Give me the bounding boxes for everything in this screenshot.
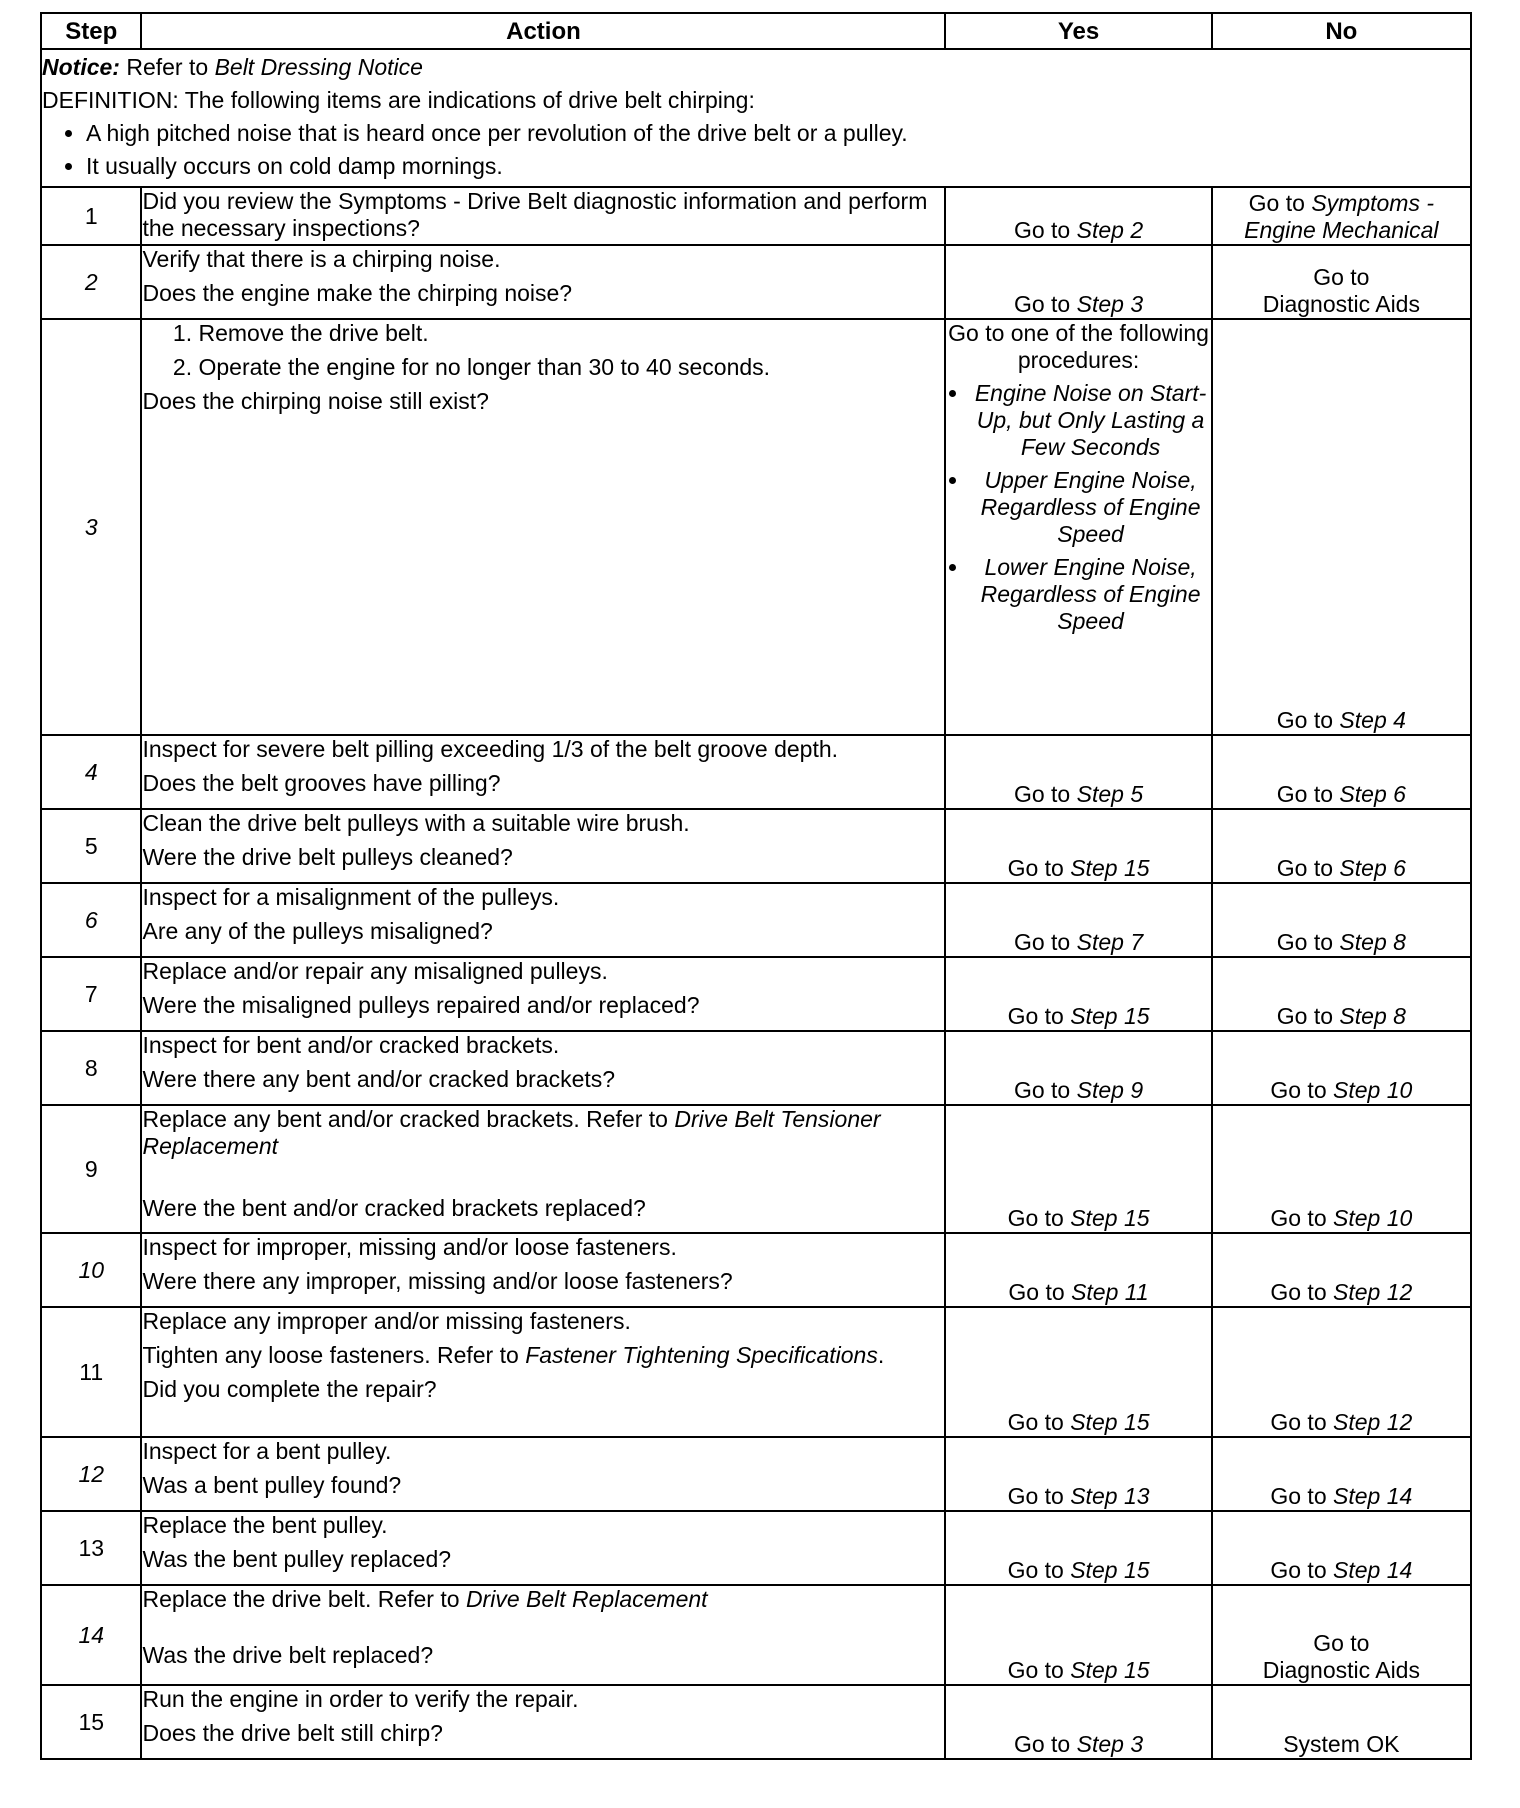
step-ref: 3: [1130, 291, 1144, 317]
action-cell: [141, 245, 945, 319]
definition-bullet: • A high pitched noise that is heard once per revolution of the drive belt or a pulley.: [86, 120, 1470, 147]
action-text: Did you review the Symptoms - Drive Belt diagnostic information and perform the necessary inspections?: [142, 188, 928, 241]
definition-bullet: • It usually occurs on cold damp mornings.: [86, 153, 1470, 180]
no-cell: [1212, 957, 1471, 1031]
yes-cell: [945, 187, 1211, 245]
go-to-text: Go to: [1276, 707, 1334, 733]
go-to-text: Go to: [1007, 1557, 1064, 1583]
go-to-text: Go to: [1013, 781, 1071, 807]
step-ref: 11: [1124, 1279, 1149, 1305]
table-row: [41, 1511, 1471, 1585]
step-word: Step: [1070, 1657, 1118, 1683]
header-step: Step: [41, 13, 141, 49]
go-to-text: Go to: [1313, 1630, 1370, 1656]
step-word: Step: [1339, 781, 1387, 807]
procedure-reference: Drive Belt Tensioner Replacement: [142, 1106, 881, 1159]
step-word: Step: [1070, 855, 1118, 881]
procedure-link: • Engine Noise on Start-Up, but Only Lasting a Few Seconds: [970, 380, 1210, 461]
system-ok-text: System OK: [1283, 1731, 1400, 1757]
step-word: Step: [1339, 1003, 1387, 1029]
step-ref: 3: [1130, 1731, 1144, 1757]
step-word: Step: [1333, 1077, 1381, 1103]
go-to-text: Go to: [1270, 1409, 1327, 1435]
go-to-text: Go to: [1007, 855, 1064, 881]
step-word: Step: [1333, 1279, 1381, 1305]
table-row: [41, 809, 1471, 883]
step-ref: 5: [1130, 781, 1144, 807]
step-ref: 14: [1386, 1483, 1413, 1509]
action-text: Inspect for a misalignment of the pulleys.: [142, 884, 560, 910]
no-cell: [1212, 1685, 1471, 1759]
no-cell: [1212, 1585, 1471, 1685]
action-cell: [141, 187, 945, 245]
go-to-text: Go to: [1276, 1003, 1334, 1029]
action-text: Run the engine in order to verify the repair.: [142, 1686, 579, 1712]
step-number: 1: [41, 187, 141, 245]
step-word: Step: [1339, 929, 1387, 955]
go-to-text: Go to: [1008, 1279, 1065, 1305]
go-to-text: Go to: [1270, 1483, 1327, 1509]
header-no: No: [1212, 13, 1471, 49]
step-word: Step: [1333, 1557, 1381, 1583]
action-text: Inspect for severe belt pilling exceeding 1/3 of the belt groove depth.: [142, 736, 839, 762]
action-text: Inspect for bent and/or cracked brackets.: [142, 1032, 560, 1058]
step-ref: 9: [1130, 1077, 1144, 1103]
no-cell: [1212, 809, 1471, 883]
step-word: Step: [1339, 855, 1387, 881]
step-word: Step: [1076, 291, 1124, 317]
no-cell: [1212, 245, 1471, 319]
procedure-reference: Drive Belt Replacement: [465, 1586, 708, 1612]
step-ref: 2: [1130, 217, 1144, 243]
step-word: Step: [1071, 1279, 1119, 1305]
yes-cell: [945, 809, 1211, 883]
go-to-text: Go to: [1013, 1077, 1071, 1103]
action-text: [142, 1106, 944, 1160]
go-to-text: Go to: [1007, 1483, 1064, 1509]
header-row: [41, 13, 1471, 49]
action-cell: [141, 1511, 945, 1585]
no-cell: [1212, 1511, 1471, 1585]
step-ref: 6: [1393, 781, 1406, 807]
table-row: [41, 1233, 1471, 1307]
step-number: 13: [41, 1511, 141, 1585]
go-to-text: Go to: [1007, 1205, 1064, 1231]
go-to-text: Go to: [1013, 217, 1071, 243]
yes-cell: [945, 245, 1211, 319]
procedure-link: • Upper Engine Noise, Regardless of Engine Speed: [970, 467, 1210, 548]
no-cell: [1212, 1031, 1471, 1105]
table-row: [41, 957, 1471, 1031]
question-text: Were the bent and/or cracked brackets replaced?: [142, 1195, 646, 1221]
go-to-text: Go to: [1013, 291, 1071, 317]
action-cell: [141, 957, 945, 1031]
step-number: 10: [41, 1233, 141, 1307]
definition-text: DEFINITION: The following items are indications of drive belt chirping:: [42, 87, 755, 113]
table-row: [41, 883, 1471, 957]
step-word: Step: [1070, 1409, 1118, 1435]
definition-list: [42, 120, 1470, 180]
yes-cell: [945, 1031, 1211, 1105]
step-ref: 10: [1386, 1077, 1413, 1103]
step-ref: 15: [1123, 1205, 1150, 1231]
yes-cell: [945, 1585, 1211, 1685]
yes-cell: [945, 735, 1211, 809]
table-row: [41, 1307, 1471, 1437]
question-text: Does the belt grooves have pilling?: [142, 770, 501, 796]
question-text: Was the drive belt replaced?: [142, 1642, 434, 1668]
step-word: Step: [1070, 1483, 1118, 1509]
question-text: Was a bent pulley found?: [142, 1472, 402, 1498]
step-number: 6: [41, 883, 141, 957]
step-word: Step: [1076, 781, 1124, 807]
action-cell: [141, 1031, 945, 1105]
action-text: Verify that there is a chirping noise.: [142, 246, 501, 272]
question-text: Were there any bent and/or cracked brackets?: [142, 1066, 616, 1092]
step-ref: 8: [1393, 1003, 1406, 1029]
go-to-text: Go to: [1270, 1205, 1327, 1231]
question-text: Does the drive belt still chirp?: [142, 1720, 443, 1746]
step-number: 4: [41, 735, 141, 809]
action-cell: [141, 735, 945, 809]
yes-cell: [945, 883, 1211, 957]
step-word: Step: [1339, 707, 1387, 733]
action-cell: [141, 883, 945, 957]
action-cell: [141, 809, 945, 883]
procedure-link: • Lower Engine Noise, Regardless of Engine Speed: [970, 554, 1210, 635]
yes-cell: [945, 1437, 1211, 1511]
table-row: [41, 245, 1471, 319]
no-cell: [1212, 319, 1471, 735]
procedures-list: [946, 380, 1210, 635]
no-reference: Symptoms - Engine Mechanical: [1244, 190, 1439, 243]
action-text: Replace and/or repair any misaligned pulleys.: [142, 958, 608, 984]
no-reference: Diagnostic Aids: [1262, 291, 1420, 317]
step-ref: 7: [1130, 929, 1144, 955]
step-word: Step: [1076, 217, 1124, 243]
table-row: [41, 319, 1471, 735]
go-to-text: Go to: [1270, 1279, 1327, 1305]
action-text: [142, 1586, 944, 1613]
action-cell: [141, 319, 945, 735]
step-ref: 15: [1123, 1557, 1150, 1583]
step-number: 5: [41, 809, 141, 883]
step-number: 7: [41, 957, 141, 1031]
notice-label: Notice:: [42, 54, 120, 80]
go-to-text: Go to: [1270, 1077, 1327, 1103]
yes-cell: [945, 1685, 1211, 1759]
header-yes: Yes: [945, 13, 1211, 49]
step-ref: 15: [1123, 855, 1150, 881]
table-row: [41, 1031, 1471, 1105]
action-text-part: Replace the drive belt. Refer to: [142, 1586, 460, 1612]
question-text: Were there any improper, missing and/or loose fasteners?: [142, 1268, 733, 1294]
action-cell: [141, 1307, 945, 1437]
table-row: [41, 1105, 1471, 1233]
spacer: [142, 1620, 944, 1642]
notice-reference: Belt Dressing Notice: [214, 54, 423, 80]
yes-cell: [945, 1307, 1211, 1437]
step-ref: 15: [1123, 1003, 1150, 1029]
question-text: Does the engine make the chirping noise?: [142, 280, 573, 306]
table-row: [41, 1685, 1471, 1759]
table-row: [41, 735, 1471, 809]
no-cell: [1212, 1105, 1471, 1233]
step-word: Step: [1333, 1409, 1381, 1435]
action-cell: [141, 1585, 945, 1685]
step-word: Step: [1333, 1205, 1381, 1231]
go-to-text: Go to: [1248, 190, 1305, 216]
go-to-text: Go to: [1276, 855, 1334, 881]
step-ref: 6: [1393, 855, 1406, 881]
action-cell: [141, 1105, 945, 1233]
step-word: Step: [1333, 1483, 1381, 1509]
step-ref: 13: [1123, 1483, 1150, 1509]
action-text: Tighten any loose fasteners. Refer to Fastener Tightening Specifications.: [142, 1342, 885, 1368]
yes-cell: [945, 1105, 1211, 1233]
go-to-text: Go to: [1013, 1731, 1071, 1757]
diagnostic-table: [40, 12, 1472, 1760]
step-ref: 15: [1123, 1409, 1150, 1435]
step-number: 2: [41, 245, 141, 319]
notice-refer: Refer to: [126, 54, 209, 80]
step-word: Step: [1076, 1731, 1124, 1757]
action-cell: [141, 1437, 945, 1511]
go-to-text: Go to: [1007, 1657, 1064, 1683]
no-cell: [1212, 1233, 1471, 1307]
question-text: Were the misaligned pulleys repaired and/or replaced?: [142, 992, 700, 1018]
action-text: Clean the drive belt pulleys with a suitable wire brush.: [142, 810, 690, 836]
procedure-step: 1. Remove the drive belt.: [198, 320, 944, 347]
no-cell: [1212, 187, 1471, 245]
step-number: 14: [41, 1585, 141, 1685]
go-to-text: Go to: [1007, 1409, 1064, 1435]
go-to-text: Go to: [1276, 781, 1334, 807]
no-cell: [1212, 883, 1471, 957]
yes-cell: [945, 957, 1211, 1031]
table-row: [41, 187, 1471, 245]
table-row: [41, 1437, 1471, 1511]
no-cell: [1212, 1437, 1471, 1511]
go-to-text: Go to: [1013, 929, 1071, 955]
step-ref: 8: [1393, 929, 1406, 955]
step-word: Step: [1076, 929, 1124, 955]
yes-cell: [945, 1233, 1211, 1307]
action-text-part: Replace any bent and/or cracked brackets. Refer to: [142, 1106, 668, 1132]
step-word: Step: [1070, 1557, 1118, 1583]
step-number: 12: [41, 1437, 141, 1511]
go-to-text: Go to: [1276, 929, 1334, 955]
step-number: 8: [41, 1031, 141, 1105]
action-text: Inspect for improper, missing and/or loose fasteners.: [142, 1234, 677, 1260]
notice-cell: [41, 49, 1471, 187]
question-text: Were the drive belt pulleys cleaned?: [142, 844, 513, 870]
notice-row: [41, 49, 1471, 187]
step-number: 15: [41, 1685, 141, 1759]
yes-cell: [945, 1511, 1211, 1585]
notice-line: [42, 54, 1470, 81]
header-action: Action: [141, 13, 945, 49]
step-ref: 10: [1386, 1205, 1413, 1231]
step-word: Step: [1070, 1003, 1118, 1029]
procedure-step: 2. Operate the engine for no longer than 30 to 40 seconds.: [198, 354, 944, 381]
table-row: [41, 1585, 1471, 1685]
step-ref: 4: [1393, 707, 1406, 733]
go-to-text: Go to: [1313, 264, 1370, 290]
no-cell: [1212, 1307, 1471, 1437]
step-ref: 14: [1386, 1557, 1413, 1583]
go-to-text: Go to: [1007, 1003, 1064, 1029]
procedures-intro: Go to one of the following procedures:: [948, 320, 1209, 373]
action-text: Replace the bent pulley.: [142, 1512, 388, 1538]
question-text: Was the bent pulley replaced?: [142, 1546, 452, 1572]
step-word: Step: [1070, 1205, 1118, 1231]
no-cell: [1212, 735, 1471, 809]
step-word: Step: [1076, 1077, 1124, 1103]
action-cell: [141, 1233, 945, 1307]
procedure-reference: Fastener Tightening Specifications: [525, 1342, 878, 1368]
question-text: Did you complete the repair?: [142, 1376, 437, 1402]
yes-cell: [945, 319, 1211, 735]
step-ref: 12: [1386, 1279, 1413, 1305]
action-text-part: Tighten any loose fasteners. Refer to: [142, 1342, 519, 1368]
no-reference: Diagnostic Aids: [1262, 1657, 1420, 1683]
action-text: Replace any improper and/or missing fasteners.: [142, 1308, 631, 1334]
action-text: Inspect for a bent pulley.: [142, 1438, 392, 1464]
step-number: 9: [41, 1105, 141, 1233]
question-text: Are any of the pulleys misaligned?: [142, 918, 493, 944]
go-to-text: Go to: [1270, 1557, 1327, 1583]
step-number: 3: [41, 319, 141, 735]
spacer: [142, 1167, 944, 1195]
step-number: 11: [41, 1307, 141, 1437]
procedure-list: [142, 320, 944, 381]
step-ref: 12: [1386, 1409, 1413, 1435]
question-text: Does the chirping noise still exist?: [142, 388, 489, 414]
action-cell: [141, 1685, 945, 1759]
step-ref: 15: [1123, 1657, 1150, 1683]
